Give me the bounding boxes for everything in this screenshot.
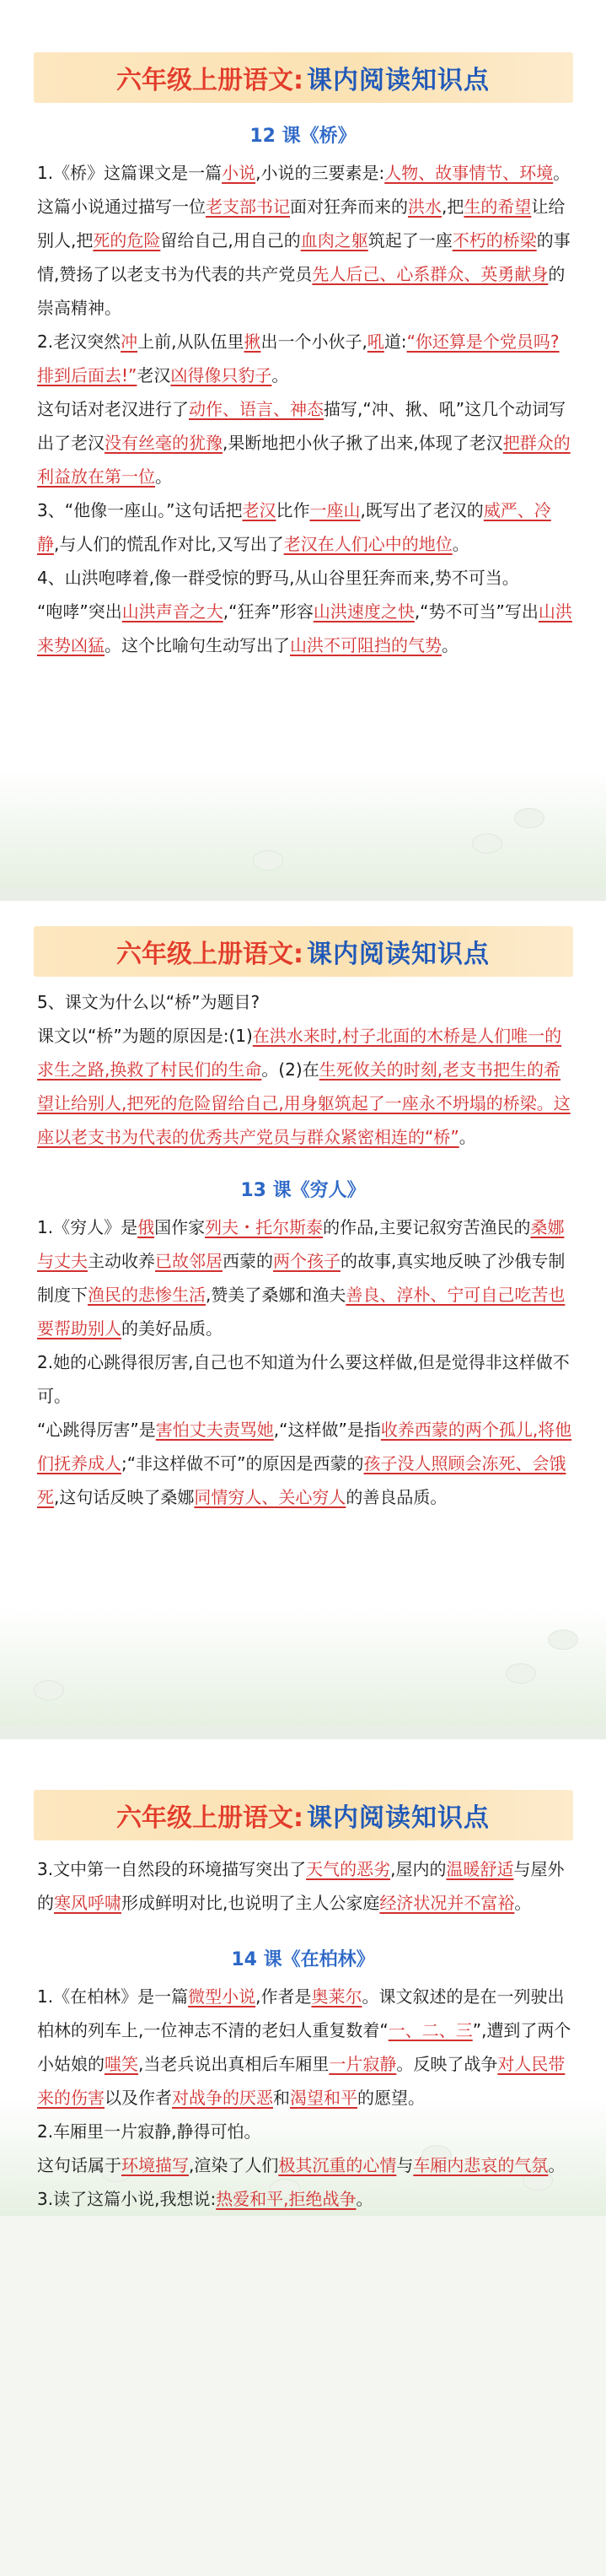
paragraph	[37, 1345, 572, 1413]
key-phrase: 善良、淳朴、宁可自己吃苦也要帮助别人	[37, 1285, 566, 1339]
text-segment: 。	[271, 365, 289, 385]
key-phrase: 山洪声音之大	[121, 601, 223, 622]
paragraph	[37, 985, 572, 1019]
text-segment: 2.老汉突然	[37, 331, 121, 352]
text-segment: 。	[452, 534, 469, 554]
key-phrase: 生的希望	[464, 197, 532, 217]
key-phrase: 山洪不可阻挡的气势	[290, 635, 442, 655]
text-segment: 。(2)在	[261, 1059, 319, 1080]
paragraph	[37, 561, 572, 595]
text-segment: ,“狂奔”形容	[223, 601, 314, 622]
text-segment: 国作家	[154, 1217, 206, 1237]
sheep-icon	[506, 1663, 536, 1684]
text-segment: ,渲染了人们	[189, 2155, 279, 2175]
key-phrase: 渴望和平	[290, 2088, 357, 2108]
banner-suffix: 课内阅读知识点	[307, 66, 490, 95]
text-segment: 上前,从队伍里	[137, 331, 244, 352]
text-segment: 以及作者	[105, 2088, 172, 2108]
text-segment: 西蒙的	[223, 1251, 273, 1271]
paragraph	[37, 2182, 572, 2216]
text-segment: 与	[396, 2155, 414, 2175]
text-segment: 这句话对老汉进行了	[37, 399, 189, 419]
text-segment: 。反映了战争	[396, 2054, 498, 2074]
paragraph	[37, 392, 572, 493]
key-phrase: 人物、故事情节、环境	[384, 163, 554, 183]
text-segment: 。	[155, 466, 172, 487]
text-segment: 道:	[383, 331, 407, 352]
text-segment: 5、课文为什么以“桥”为题目?	[37, 992, 260, 1012]
text-segment: 的善良品质。	[346, 1487, 448, 1507]
key-phrase: 先人后己、心系群众、英勇献身	[312, 264, 549, 284]
text-segment: 比作	[276, 500, 310, 520]
key-phrase: 威严、冷静	[37, 500, 551, 554]
text-segment: 主动收养	[88, 1251, 155, 1271]
key-phrase: 车厢内悲哀的气氛	[413, 2155, 549, 2175]
key-phrase: 嗤笑	[105, 2054, 138, 2074]
text-segment: 1.《穷人》是	[37, 1217, 138, 1237]
text-segment: 。这个比喻句生动写出了	[105, 635, 290, 655]
text-segment: 让给别人,把	[37, 197, 566, 251]
text-segment: ,屋内的	[390, 1859, 447, 1879]
text-segment: 。	[514, 1893, 532, 1913]
key-phrase: 生死攸关的时刻,老支书把生的希望让给别人,把死的危险留给自己,用身躯筑起了一座永不坍塌的桥梁。这座以老支书为代表的优秀共产党员与群众紧密相连的“桥”	[37, 1059, 571, 1147]
key-phrase: 动作、语言、神态	[189, 399, 324, 419]
content	[0, 985, 606, 1154]
key-phrase: 桑娜与丈夫	[37, 1217, 565, 1271]
key-phrase: 洪水	[408, 197, 442, 217]
key-phrase: 山洪速度之快	[313, 601, 415, 622]
key-phrase: 孩子没人照顾会冻死、会饿死	[37, 1453, 566, 1507]
paragraph	[37, 325, 572, 392]
key-phrase: 一片寂静	[329, 2054, 397, 2074]
text-segment: ,这句话反映了桑娜	[54, 1487, 195, 1507]
paragraph	[37, 1852, 572, 1920]
text-segment: 课文以“桥”为题的原因是:(1)	[37, 1026, 253, 1046]
key-phrase: 把群众的利益放在第一位	[37, 433, 571, 487]
key-phrase: 老支部书记	[206, 197, 290, 217]
text-segment: 的美好品质。	[121, 1318, 223, 1339]
key-phrase: 微型小说	[188, 1986, 256, 2007]
text-segment: 出一个小伙子,	[260, 331, 367, 352]
key-phrase: 奥莱尔	[311, 1986, 362, 2007]
section-divider	[0, 1726, 606, 1739]
paragraph	[37, 493, 572, 561]
banner-prefix: 六年级上册语文:	[116, 1803, 303, 1833]
text-segment: “咆哮”突出	[37, 601, 122, 622]
text-segment: ,当老兵说出真相后车厢里	[138, 2054, 330, 2074]
text-segment: “心跳得厉害”是	[37, 1420, 156, 1440]
paragraph	[37, 595, 572, 662]
text-segment: 4、山洪咆哮着,像一群受惊的野马,从山谷里狂奔而来,势不可当。	[37, 568, 519, 588]
text-segment: 这篇小说通过描写一位	[37, 197, 206, 217]
paragraph	[37, 2115, 572, 2148]
text-segment: 形成鲜明对比,也说明了主人公家庭	[121, 1893, 380, 1913]
paragraph	[37, 156, 572, 190]
text-segment: ,小说的三要素是:	[255, 163, 385, 183]
key-phrase: “你还算是个党员吗?排到后面去!”	[37, 331, 560, 385]
key-phrase: 列夫・托尔斯泰	[205, 1217, 324, 1237]
section-2	[0, 901, 606, 1726]
lesson-title: 13 课《穷人》	[240, 1180, 366, 1201]
content	[0, 1852, 606, 1920]
text-segment: 3.文中第一自然段的环境描写突出了	[37, 1859, 307, 1879]
text-segment: 1.《桥》这篇课文是一篇	[37, 163, 223, 183]
text-segment: ,“势不可当”写出	[414, 601, 539, 622]
sheep-icon	[548, 1630, 578, 1650]
text-segment: ,与人们的慌乱作对比,又写出了	[54, 534, 284, 554]
text-segment: ,赞美了桑娜和渔夫	[206, 1285, 346, 1305]
lesson-title: 14 课《在柏林》	[231, 1949, 375, 1970]
text-segment: 。	[442, 635, 459, 655]
sheep-icon	[514, 808, 544, 828]
key-phrase: 两个孩子	[273, 1251, 341, 1271]
text-segment: 留给自己,用自己的	[160, 230, 301, 251]
text-segment: 2.她的心跳得很厉害,自己也不知道为什么要这样做,但是觉得非这样做不可。	[37, 1352, 570, 1406]
text-segment: 的事情,赞扬了以老支书为代表的共产党员	[37, 230, 571, 284]
header-banner	[34, 926, 573, 977]
key-phrase: 天气的恶劣	[306, 1859, 391, 1879]
key-phrase: 冲	[121, 331, 138, 352]
text-segment: 的愿望。	[357, 2088, 425, 2108]
key-phrase: 凶得像只豹子	[170, 365, 272, 385]
header-banner	[34, 1790, 573, 1840]
text-segment: ”,遭到了两个小姑娘的	[37, 2020, 571, 2074]
key-phrase: 已故邻居	[155, 1251, 223, 1271]
key-phrase: 一座山	[309, 500, 361, 520]
section-divider	[0, 887, 606, 901]
key-phrase: 害怕丈夫责骂她	[155, 1420, 274, 1440]
paragraph	[37, 1210, 572, 1345]
sheep-icon	[253, 850, 283, 870]
text-segment: 。	[548, 2155, 566, 2175]
text-segment: 。	[459, 1127, 476, 1147]
key-phrase: 收养西蒙的两个孤儿,将他们抚养成人	[37, 1420, 572, 1474]
text-segment: ;“非这样做不可”的原因是西蒙的	[121, 1453, 364, 1474]
content	[0, 156, 606, 662]
key-phrase: 小说	[222, 163, 256, 183]
lesson-title: 12 课《桥》	[249, 126, 357, 147]
text-segment: 。	[553, 163, 571, 183]
section-1	[0, 0, 606, 887]
paragraph	[37, 1980, 572, 2115]
text-segment: ,把	[442, 197, 464, 217]
key-phrase: 环境描写	[121, 2155, 189, 2175]
header-banner	[34, 52, 573, 103]
text-segment: 与屋外的	[37, 1859, 565, 1913]
text-segment: 的崇高精神。	[37, 264, 566, 318]
text-segment: ,既写出了老汉的	[360, 500, 484, 520]
banner-prefix: 六年级上册语文:	[116, 66, 303, 95]
banner-suffix: 课内阅读知识点	[307, 1803, 490, 1833]
text-segment: 描写,“冲、揪、吼”这几个动词写出了老汉	[37, 399, 566, 453]
key-phrase: 在洪水来时,村子北面的木桥是人们唯一的求生之路,换救了村民们的生命	[37, 1026, 562, 1080]
key-phrase: 死的危险	[93, 230, 161, 251]
key-phrase: 渔民的悲惨生活	[88, 1285, 206, 1305]
key-phrase: 对战争的厌恶	[172, 2088, 273, 2108]
text-segment: 。课文叙述的是在一列驶出柏林的列车上,一位神志不清的老妇人重复数着“	[37, 1986, 565, 2040]
text-segment: 的故事,真实地反映了沙俄专制制度下	[37, 1251, 566, 1305]
text-segment: 1.《在柏林》是一篇	[37, 1986, 189, 2007]
key-phrase: 对人民带来的伤害	[37, 2054, 566, 2108]
content	[0, 1980, 606, 2216]
text-segment: 面对狂奔而来的	[290, 197, 408, 217]
sheep-icon	[472, 833, 502, 854]
paragraph	[37, 1413, 572, 1514]
key-phrase: 山洪来势凶猛	[37, 601, 572, 655]
text-segment: 的作品,主要记叙穷苦渔民的	[323, 1217, 531, 1237]
text-segment: ,“这样做”是指	[273, 1420, 381, 1440]
key-phrase: 没有丝毫的犹豫	[105, 433, 223, 453]
grass-decoration	[0, 769, 606, 887]
key-phrase: 同情穷人、关心穷人	[194, 1487, 346, 1507]
text-segment: 2.车厢里一片寂静,静得可怕。	[37, 2121, 261, 2142]
key-phrase: 寒风呼啸	[54, 1893, 121, 1913]
paragraph	[37, 1019, 572, 1154]
key-phrase: 一、二、三	[388, 2020, 473, 2040]
key-phrase: 吼	[367, 331, 384, 352]
paragraph	[37, 190, 572, 325]
banner-suffix: 课内阅读知识点	[307, 940, 490, 969]
key-phrase: 老汉	[242, 500, 276, 520]
key-phrase: 俄	[137, 1217, 155, 1237]
text-segment: 和	[273, 2088, 290, 2108]
content	[0, 1210, 606, 1514]
text-segment: 3、“他像一座山。”这句话把	[37, 500, 243, 520]
text-segment: 这句话属于	[37, 2155, 121, 2175]
key-phrase: 热爱和平,拒绝战争	[216, 2189, 357, 2209]
text-segment: 。	[356, 2189, 373, 2209]
grass-decoration	[0, 1608, 606, 1726]
section-3	[0, 1739, 606, 2216]
banner-prefix: 六年级上册语文:	[116, 940, 303, 969]
text-segment: 老汉	[137, 365, 171, 385]
text-segment: 筑起了一座	[367, 230, 453, 251]
text-segment: ,作者是	[255, 1986, 312, 2007]
key-phrase: 极其沉重的心情	[278, 2155, 397, 2175]
key-phrase: 揪	[244, 331, 261, 352]
key-phrase: 经济状况并不富裕	[379, 1893, 515, 1913]
paragraph	[37, 2148, 572, 2182]
sheep-icon	[34, 1680, 64, 1700]
text-segment: 3.读了这篇小说,我想说:	[37, 2189, 217, 2209]
key-phrase: 老汉在人们心中的地位	[283, 534, 453, 554]
key-phrase: 不朽的桥梁	[452, 230, 537, 251]
text-segment: ,果断地把小伙子揪了出来,体现了老汉	[223, 433, 503, 453]
key-phrase: 温暖舒适	[446, 1859, 514, 1879]
key-phrase: 血肉之躯	[300, 230, 368, 251]
